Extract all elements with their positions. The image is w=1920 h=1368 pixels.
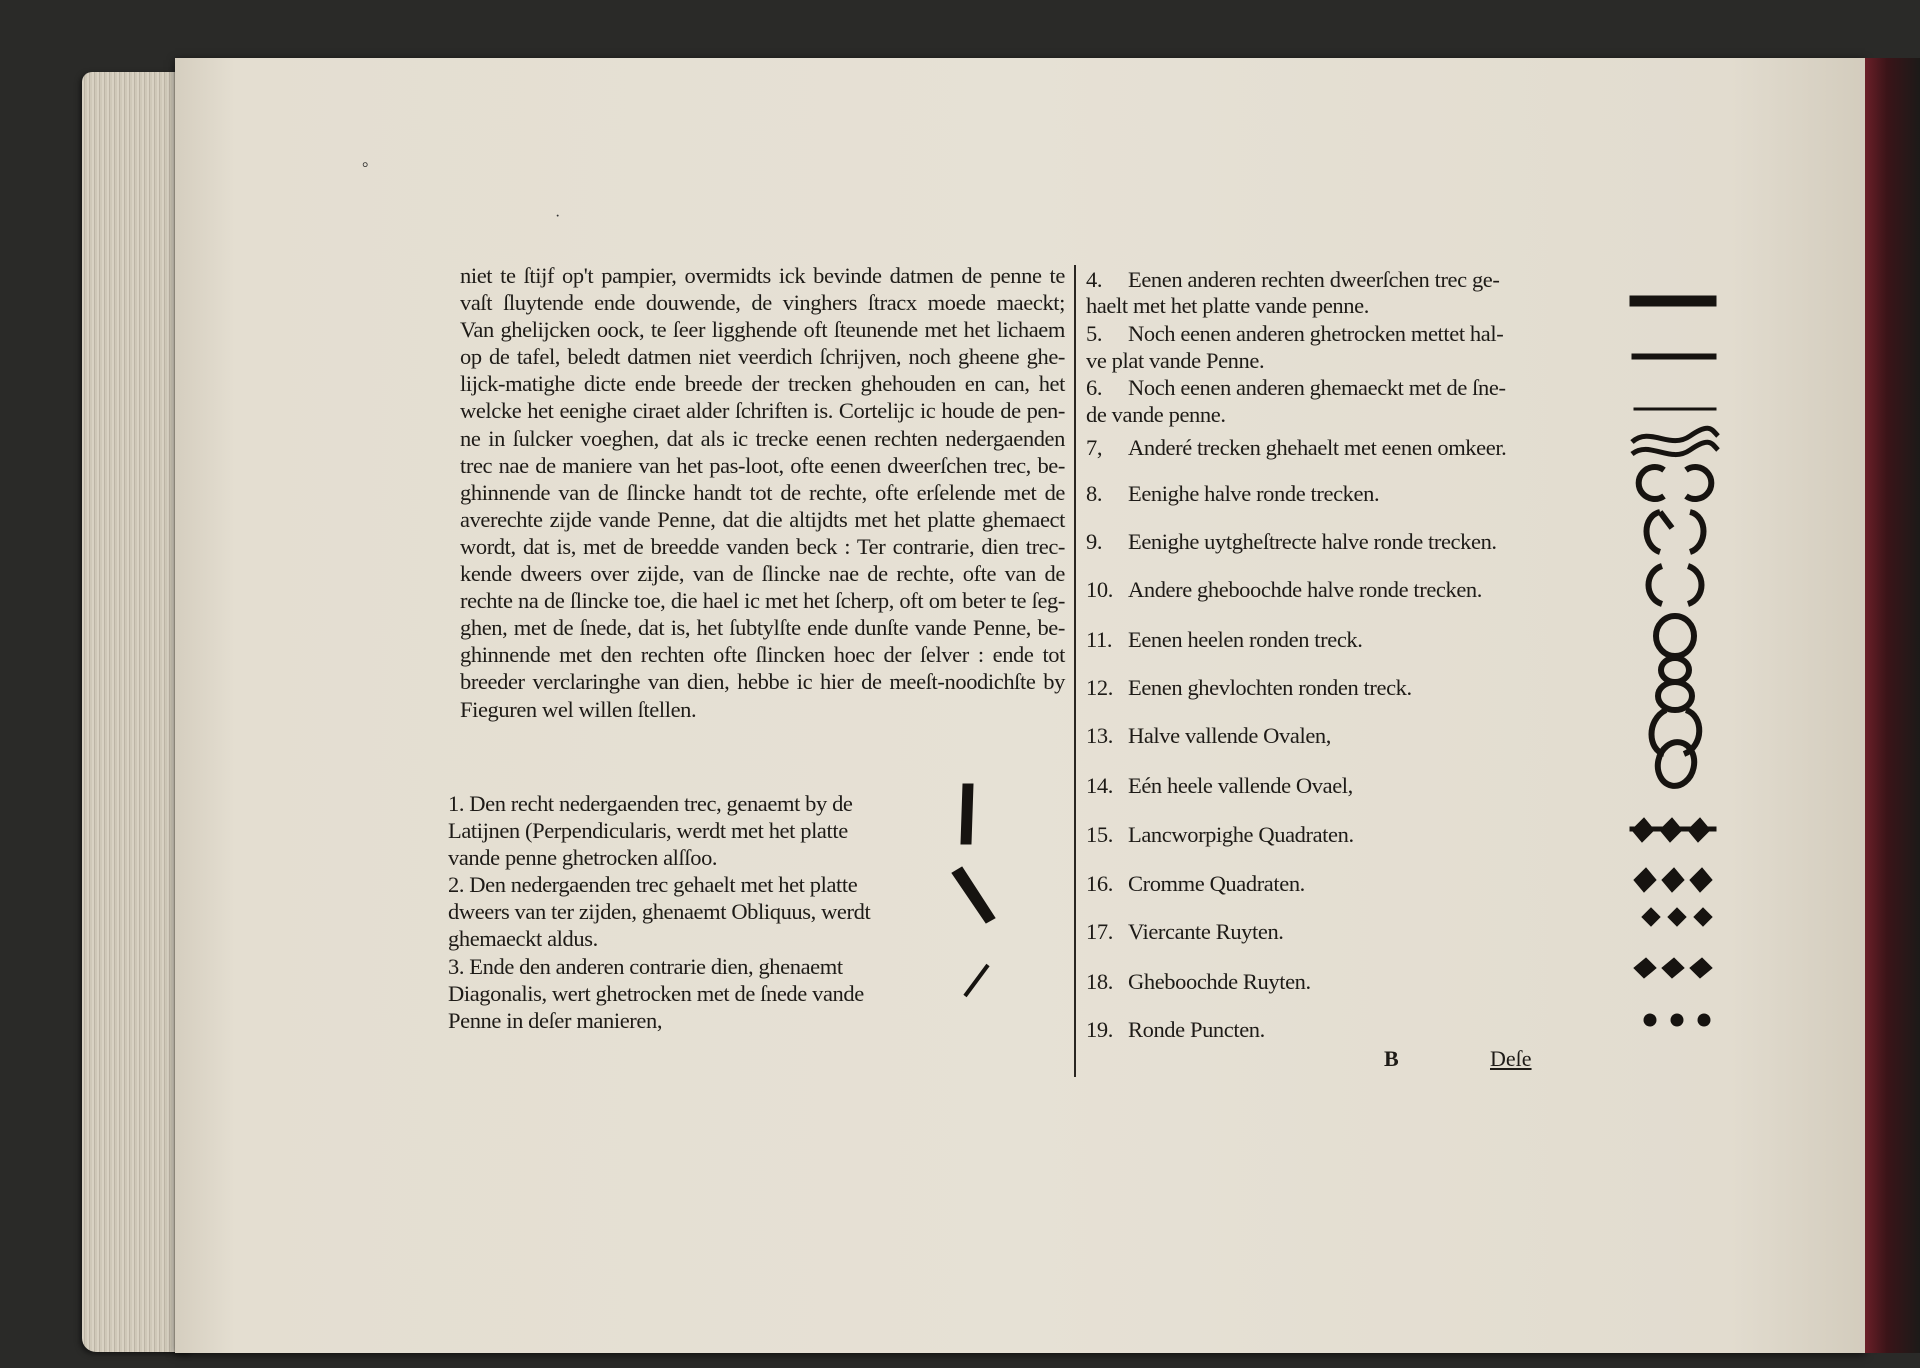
paragraph-line: trec nae de maniere van het pas-loot, ofte eenen dweerſchen trec, be- (460, 452, 1065, 478)
list-item: 12. Eenen ghevlochten ronden treck. (1086, 675, 1412, 700)
paragraph-line: kende dweers over zijde, van de ſlincke nae de rechte, ofte van de (460, 561, 1065, 587)
curved-diamonds-figure (1634, 958, 1712, 978)
paragraph-line: ne in ſulcker voeghen, dat als ic trecke eenen rechten nedergaenden (460, 425, 1065, 451)
square-diamonds-figure (1642, 908, 1712, 926)
curved-squares-figure (1634, 868, 1712, 892)
item-line: ghemaeckt aldus. (448, 926, 598, 952)
list-item: 18. Gheboochde Ruyten. (1086, 969, 1311, 994)
list-item: 17. Viercante Ruyten. (1086, 919, 1284, 944)
full-oval-figure (1654, 739, 1698, 790)
item-line: dweers van ter zijden, ghenaemt Obliquus, werdt (448, 899, 871, 925)
perpendicular-stroke (961, 784, 973, 844)
item-line: Penne in deſer manieren, (448, 1007, 663, 1033)
paragraph-line: vaſt ſluytende ende douwende, de vinghers ſtracx moede maeckt; (460, 290, 1065, 316)
paragraph-line: op de tafel, beledt datmen niet veerdich ſchrijven, noch gheene ghe- (460, 344, 1065, 370)
paragraph-line: Van ghelijcken oock, te ſeer ligghende oft ſteunende met het lichaem (460, 317, 1065, 343)
list-item: 7, Anderé trecken ghehaelt met eenen omkeer. (1086, 435, 1507, 460)
list-item: 9. Eenighe uytgheſtrecte halve ronde trecken. (1086, 529, 1497, 554)
list-item: 14. Eén heele vallende Ovael, (1086, 773, 1353, 798)
list-item: ve plat vande Penne. (1086, 348, 1265, 373)
item-line: vande penne ghetrocken alſſoo. (448, 845, 718, 871)
paragraph-line: wordt, dat is, met de breedde vanden beck : Ter contrarie, dien trec- (460, 533, 1065, 559)
list-item: 19. Ronde Puncten. (1086, 1017, 1265, 1042)
reversing-strokes-figure (1632, 428, 1718, 454)
list-item: 15. Lancworpighe Quadraten. (1086, 822, 1354, 847)
list-item: de vande penne. (1086, 402, 1226, 427)
item-line: 3. Ende den anderen contrarie dien, ghenaemt (448, 953, 843, 979)
list-item: 4. Eenen anderen rechten dweerſchen trec ge- (1086, 267, 1500, 292)
half-flat-stroke-figure (1632, 354, 1716, 359)
paragraph-line: breeder verclaringhe van dien, hebbe ic hier de meeſt-noodichſte by (460, 669, 1065, 695)
list-item: haelt met het platte vande penne. (1086, 293, 1369, 318)
extended-half-rounds-figure (1647, 512, 1704, 552)
item-line: 1. Den recht nedergaenden trec, genaemt by de (448, 791, 853, 816)
calligraphy-figures-column (1620, 290, 1730, 1050)
curved-half-rounds-figure (1649, 566, 1702, 604)
half-round-strokes-figure (1639, 467, 1712, 499)
horizontal-stroke-figure (1630, 296, 1716, 306)
list-item: 13. Halve vallende Ovalen, (1086, 723, 1331, 748)
paragraph-line: ghen, met de ſnede, dat is, het ſubtylſte ende dunſte vande Penne, be- (460, 615, 1065, 641)
braided-round-figure (1658, 658, 1692, 710)
signature-mark: B (1384, 1046, 1399, 1071)
paper-speck: · (555, 208, 561, 225)
paragraph-line: averechte zijde vande Penne, dat die altijdts met het platte ghemaect (460, 506, 1065, 532)
instruction-paragraph (460, 262, 1065, 723)
paragraph-line: rechte na de ſlincke toe, die hael ic met het ſcherp, oft om beter te ſeg- (460, 588, 1065, 614)
catchword: Deſe (1490, 1046, 1532, 1071)
list-item: 5. Noch eenen anderen ghetrocken mettet hal- (1086, 321, 1504, 346)
list-item: 8. Eenighe halve ronde trecken. (1086, 481, 1380, 506)
paper-speck: ° (362, 160, 369, 177)
paragraph-line: niet te ſtijf op't pampier, overmidts ick bevinde datmen de penne te (460, 263, 1065, 288)
item-line: Diagonalis, wert ghetrocken met de ſnede vande (448, 980, 864, 1006)
oblique-stroke (952, 867, 995, 923)
diagonal-stroke (965, 965, 988, 996)
book-cover-edge (1865, 58, 1920, 1353)
thin-stroke-figure (1634, 408, 1716, 410)
list-item: 10. Andere gheboochde halve ronde trecken. (1086, 577, 1483, 602)
stroke-figures-1-3 (950, 780, 1020, 1010)
paragraph-line: lijck-matighe dicte ende breede der trecken ghehouden en can, het (460, 371, 1065, 397)
list-item: 11. Eenen heelen ronden treck. (1086, 627, 1363, 652)
oblique-squares-figure (1630, 818, 1716, 842)
paragraph-line: ghinnende met den rechten ofte ſlincken hoec der ſelver : ende tot (460, 642, 1065, 668)
item-line: 2. Den nedergaenden trec gehaelt met het platte (448, 872, 858, 898)
paragraph-line: ghinnende van de ſlincke handt tot de rechte, ofte erſelende met de (460, 479, 1065, 505)
paragraph-line: welcke het eenighe ciraet alder ſchriften is. Cortelijc ic houde de pen- (460, 398, 1065, 424)
column-divider (1074, 265, 1076, 1077)
numbered-items-1-3 (448, 790, 893, 1034)
round-dots-figure (1644, 1014, 1710, 1026)
item-line: Latijnen (Perpendicularis, werdt met het platte (448, 818, 848, 844)
list-item: 6. Noch eenen anderen ghemaeckt met de ſne- (1086, 375, 1506, 400)
full-round-figure (1656, 616, 1694, 656)
list-item: 16. Cromme Quadraten. (1086, 871, 1305, 896)
paragraph-line: Fieguren wel willen ſtellen. (460, 696, 697, 722)
